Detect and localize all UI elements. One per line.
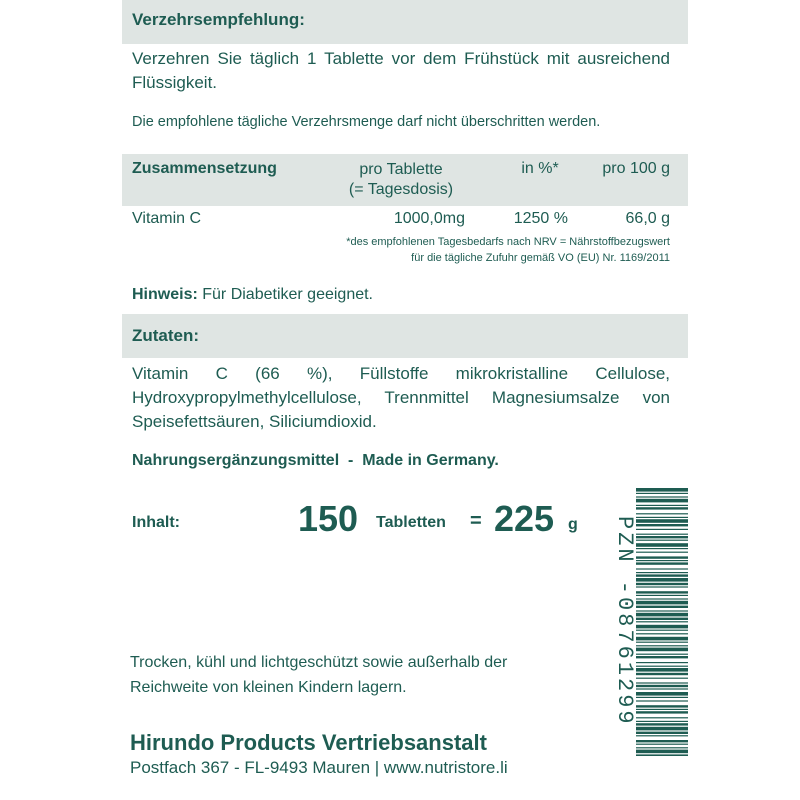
usage-warning: Die empfohlene tägliche Verzehrsmenge darf nicht überschritten werden. (132, 114, 601, 130)
composition-row-percent: 1250 % (513, 210, 568, 227)
footnote-line-1: *des empfohlenen Tagesbedarfs nach NRV = Nährstoffbezugswert (346, 236, 670, 248)
col-per-tablet-note: (= Tagesdosis) (348, 181, 454, 198)
content-label: Inhalt: (132, 514, 180, 531)
barcode-icon (636, 488, 688, 756)
hint-label: Hinweis: (132, 286, 198, 303)
hint-line (132, 286, 373, 304)
ingredients-header-band (122, 314, 688, 358)
composition-row-per-tablet: 1000,0mg (393, 210, 465, 227)
composition-col-percent: in %* (521, 160, 559, 177)
footnote-line-2: für die tägliche Zufuhr gemäß VO (EU) Nr. 1169/2011 (411, 252, 670, 264)
composition-col-per-100g: pro 100 g (602, 160, 670, 177)
usage-text: Verzehren Sie täglich 1 Tablette vor dem Frühstück mit ausreichend Flüssigkeit. (132, 49, 670, 92)
pzn-number: PZN -08761299 (612, 516, 637, 727)
supplement-line: Nahrungsergänzungsmittel - Made in Germany. (132, 452, 499, 469)
content-count: 150 (298, 498, 359, 539)
composition-row-per-100g: 66,0 g (625, 210, 670, 227)
storage-text: Trocken, kühl und lichtgeschützt sowie außerhalb der Reichweite von kleinen Kindern lagern. (130, 654, 508, 696)
content-weight: 225 (494, 498, 555, 539)
company-address: Postfach 367 - FL-9493 Mauren | www.nutristore.li (130, 758, 508, 777)
usage-title: Verzehrsempfehlung: (132, 10, 305, 29)
content-weight-unit: g (568, 516, 578, 533)
content-unit: Tabletten (376, 514, 446, 531)
company-name: Hirundo Products Vertriebsanstalt (130, 730, 487, 755)
ingredients-title: Zutaten: (132, 326, 200, 345)
composition-footnote (230, 234, 670, 266)
composition-title: Zusammensetzung (132, 160, 277, 177)
col-per-tablet-label: pro Tablette (359, 161, 443, 178)
composition-col-per-tablet (336, 160, 466, 200)
content-equals: = (470, 510, 482, 532)
ingredients-text: Vitamin C (66 %), Füllstoffe mikrokristalline Cellulose, Hydroxypropylmethylcellulose, Trennmittel Magnesiumsalze von Speisefettsäuren, Siliciumdioxid. (132, 364, 670, 431)
hint-text: Für Diabetiker geeignet. (197, 286, 373, 303)
composition-row-name: Vitamin C (132, 210, 202, 227)
